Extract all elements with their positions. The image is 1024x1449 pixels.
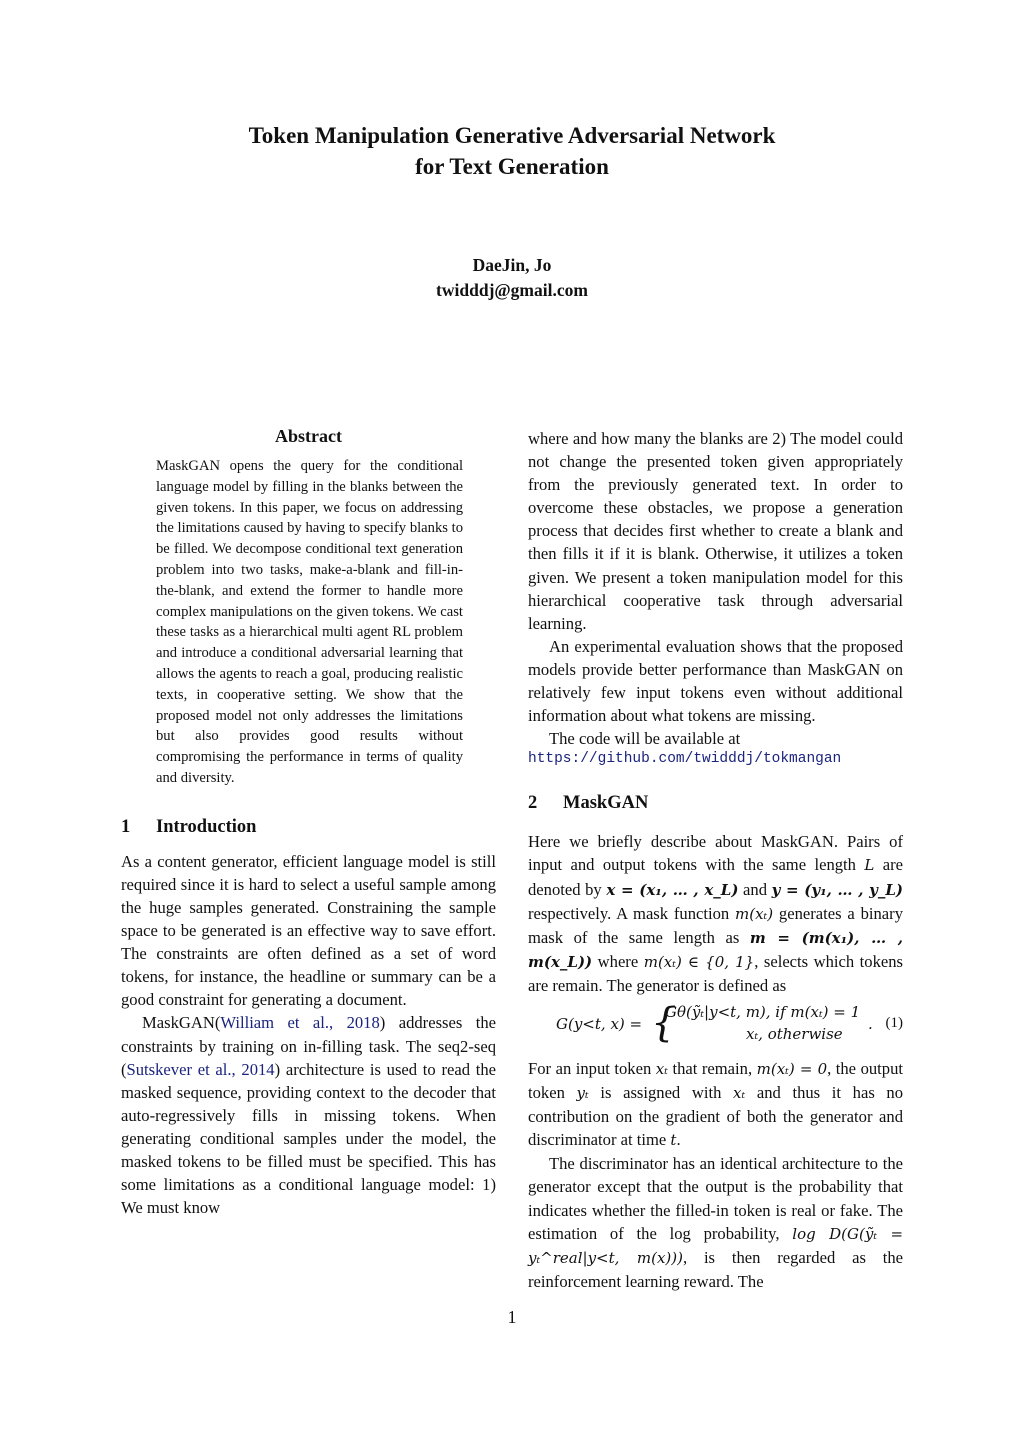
mg-p1-d: generates a binary mask of the same length as [528, 903, 903, 947]
math-mask-fn: m(xₜ) [735, 904, 774, 923]
mg-p2-f: . [676, 1130, 681, 1150]
maskgan-paragraph-1 [528, 830, 903, 997]
abstract-text: MaskGAN opens the query for the conditional language model by filling in the blanks between the given tokens. In this paper, we focus on addressing the limitations caused by having to specify blanks to be filled. We decompose conditional text generation problem into two tasks, make-a-blank and fill-in-the-blank, and extend the former to handle more complex manipulations on the given tokens. We cast these tasks as a hierarchical multi agent RL problem and introduce a conditional adversarial learning that allows the agents to reach a goal, producing realistic texts, in cooperative setting. We show that the proposed model not only addresses the limitations but also provides good results without compromising the performance in terms of quality and diversity. [156, 458, 463, 786]
intro-paragraph-4: An experimental evaluation shows that the proposed models provide better performance than MaskGAN on relatively few input tokens even without additional information about what tokens are missing. [528, 636, 903, 726]
mg-p1-e: where [592, 951, 644, 971]
section-1-number: 1 [121, 816, 131, 837]
math-t: t [670, 1131, 677, 1150]
math-mask-set: m(xₜ) ∈ {0, 1} [643, 952, 755, 971]
math-y-def: y = (y₁, … , y_L) [771, 880, 903, 899]
mg-p3-b: , is then regarded as the reinforcement learning reward. The [528, 1247, 904, 1291]
equation-lhs: G(y<t, x) = [556, 1014, 643, 1033]
mg-p1-and: and [738, 879, 772, 899]
equation-number: (1) [885, 1014, 903, 1031]
maskgan-paragraph-2 [528, 1057, 903, 1152]
section-2-number: 2 [528, 793, 538, 814]
section-2-title: MaskGAN [563, 793, 649, 814]
mg-p1-a: Here we briefly describe about MaskGAN. Pairs of input and output tokens with the same length [528, 832, 903, 875]
title-line-1: Token Manipulation Generative Adversarial Network [248, 123, 776, 148]
mg-p2-e: and thus it has no contribution on the gradient of both the generator and discriminator at time [528, 1083, 904, 1150]
code-url-link[interactable]: https://github.com/twidddj/tokmangan [528, 751, 842, 768]
equation-period: . [868, 1014, 873, 1033]
math-m-def: m = (m(x₁), … , m(x_L)) [528, 928, 903, 971]
mg-p1-c: respectively. A mask function [528, 903, 736, 923]
section-1-heading [121, 815, 496, 839]
title-line-2: for Text Generation [415, 154, 609, 179]
math-x-def: x = (x₁, … , x_L) [606, 880, 739, 899]
right-column [528, 427, 903, 1293]
citation-sutskever[interactable]: Sutskever et al., 2014 [126, 1059, 275, 1079]
intro-paragraph-2 [121, 1011, 496, 1219]
equation-case-2: xₜ, otherwise [746, 1024, 843, 1043]
mg-p1-b: are denoted by [528, 855, 904, 899]
left-column [121, 424, 496, 1219]
math-xt-2: xₜ [733, 1084, 746, 1103]
abstract-heading: Abstract [275, 426, 342, 446]
math-xt: xₜ [655, 1059, 668, 1078]
mg-p2-c: , the output token [528, 1058, 903, 1103]
intro-paragraph-1: As a content generator, efficient language model is still required since it is hard to select a useful sample among the huge samples generated. Constraining the sample space to be generated is an effective way to save effort. The constraints are often defined as a set of word tokens, for instance, the headline or summary can be a good constraint for generating a document. [121, 851, 496, 1010]
paper-title [0, 120, 1024, 182]
section-1-title: Introduction [156, 816, 257, 837]
page-number: 1 [507, 1307, 517, 1327]
math-yt: yₜ [576, 1084, 589, 1103]
mg-p1-f: , selects which tokens are remain. The generator is defined as [528, 951, 904, 995]
maskgan-paragraph-3 [528, 1152, 903, 1293]
math-mask-zero: m(xₜ) = 0 [756, 1059, 828, 1078]
author-name: DaeJin, Jo [472, 255, 552, 275]
citation-william[interactable]: William et al., 2018 [220, 1013, 380, 1033]
equation-brace: { [651, 999, 677, 1046]
intro-p2-c: ) architecture is used to read the masked sequence, providing context to the decoder that auto-regressively fills in missing tokens. When generating conditional samples under the model, the masked tokens to be filled must be specified. This has some limitations as a conditional language model: 1) We must know [121, 1059, 496, 1218]
intro-paragraph-3: where and how many the blanks are 2) The model could not change the presented token given appropriately from the previously generated text. In order to overcome these obstacles, we propose a generation process that decides first whether to create a blank and then fills it if it is blank. Otherwise, it utilizes a token given. We present a token manipulation model for this hierarchical cooperative task through adversarial learning. [528, 429, 903, 633]
mg-p2-d: is assigned with [588, 1083, 734, 1103]
equation-case-1: Gθ(ỹₜ|y<t, m), if m(xₜ) = 1 [665, 1002, 861, 1021]
author-block [0, 253, 1024, 303]
equation-1 [528, 999, 903, 1049]
mg-p2-b: that remain, [667, 1058, 757, 1078]
math-L: L [864, 856, 875, 875]
intro-p2-a: MaskGAN( [142, 1013, 221, 1033]
mg-p3-a: The discriminator has an identical architecture to the generator except that the output is the probability that indicates whether the filled-in token is real or fake. The estimation of the log probability, [528, 1154, 903, 1243]
math-log-prob: log D(G(ỹₜ = yₜ^real|y<t, m(x))) [528, 1224, 904, 1267]
intro-paragraph-5: The code will be available at [549, 729, 741, 749]
mg-p2-a: For an input token [528, 1058, 656, 1078]
section-2-heading [528, 791, 903, 815]
author-email: twidddj@gmail.com [436, 280, 588, 300]
intro-p2-b: ) addresses the constraints by training on in-filling task. The seq2-seq ( [121, 1013, 497, 1079]
